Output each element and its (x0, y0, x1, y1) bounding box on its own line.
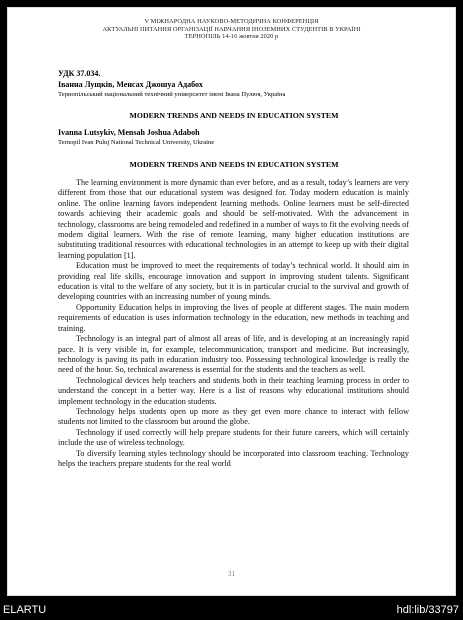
article-title-first: MODERN TRENDS AND NEEDS IN EDUCATION SYSTEM (129, 111, 339, 120)
authors-english: Ivanna Lutsykiv, Mensah Joshua Adaboh (58, 128, 200, 137)
paragraph: The learning environment is more dynamic than ever before, and as a result, today’s learners are very different from those that our educational system was designed for. Today modern education is mainly online. The online learning favors independent learning methods. Online learners must be self-directed towards achieving their academic goals and should be self-motivated. With the advancement in technology, classrooms are being remodeled and redefined in a number of ways to fit the evolving needs of modern digital learners. With the rise of remote learning, many higher education institutions are substituting traditional resources with educational technologies in an attempt to keep up with their digital learning population [1]. (58, 178, 409, 260)
article-body (58, 178, 409, 469)
paragraph: Opportunity Education helps in improving the lives of people at different stages. The main modern requirements of education is uses information technology in the education, new methods in teaching and training. (58, 302, 409, 333)
page-number: 31 (228, 570, 235, 578)
authors-ukrainian: Іванна Лущків, Менсах Джошуа Адабох (58, 80, 203, 89)
paragraph: Technology helps students open up more as they get even more chance to interact with fellow students not limited to the classroom but around the globe. (58, 406, 409, 427)
paragraph: Technology is an integral part of almost all areas of life, and is developing at an increasingly rapid pace. It is very visible in, for example, telecommunication, transport and medicine. But increasingly, technology is paving its path in education industry too. Possessing technological knowledge is really the need of the hour. So, technical awareness is essential for the students and the teachers as well. (58, 334, 409, 375)
document-page (8, 8, 455, 595)
paragraph: Technological devices help teachers and students both in their teaching learning process in order to understand the concept in a better way. Here is a list of reasons why educational institutions should implement technology in the education students. (58, 375, 409, 406)
repository-name: ELARTU (3, 604, 47, 616)
paragraph: To diversify learning styles technology should be incorporated into classroom teaching. Technology helps the teachers prepare students for the real world (58, 448, 409, 468)
paragraph: Technology if used correctly will help prepare students for their future careers, which will certainly include the use of wireless technology. (58, 427, 409, 448)
article-title-second: MODERN TRENDS AND NEEDS IN EDUCATION SYSTEM (129, 160, 339, 169)
paragraph: Education must be improved to meet the requirements of today’s technical world. It should aim in providing real life skills, encourage innovation and support in improving student talents. Significant education is vital to the welfare of any society, but it is in particular crucial to the survival and growth of developing countries with an increasing number of young minds. (58, 261, 409, 302)
udk-code: УДК 37.034. (58, 69, 101, 78)
conference-header-line-2: АКТУАЛЬНІ ПИТАННЯ ОРГАНІЗАЦІЇ НАВЧАННЯ ІНОЗЕМНИХ СТУДЕНТІВ В УКРАЇНІ (102, 25, 361, 33)
conference-header (8, 18, 455, 41)
conference-header-line-3: ТЕРНОПІЛЬ 14-16 жовтня 2020 р (184, 33, 279, 41)
affiliation-ukrainian: Тернопільський національний технічний університет імені Івана Пулюя, Україна (58, 91, 286, 98)
conference-header-line-1: V МІЖНАРОДНА НАУКОВО-МЕТОДИЧНА КОНФЕРЕНЦІЯ (144, 18, 319, 25)
affiliation-english: Ternopil Ivan Puluj National Technical University, Ukraine (58, 139, 215, 146)
handle-identifier: hdl:lib/33797 (396, 604, 459, 616)
